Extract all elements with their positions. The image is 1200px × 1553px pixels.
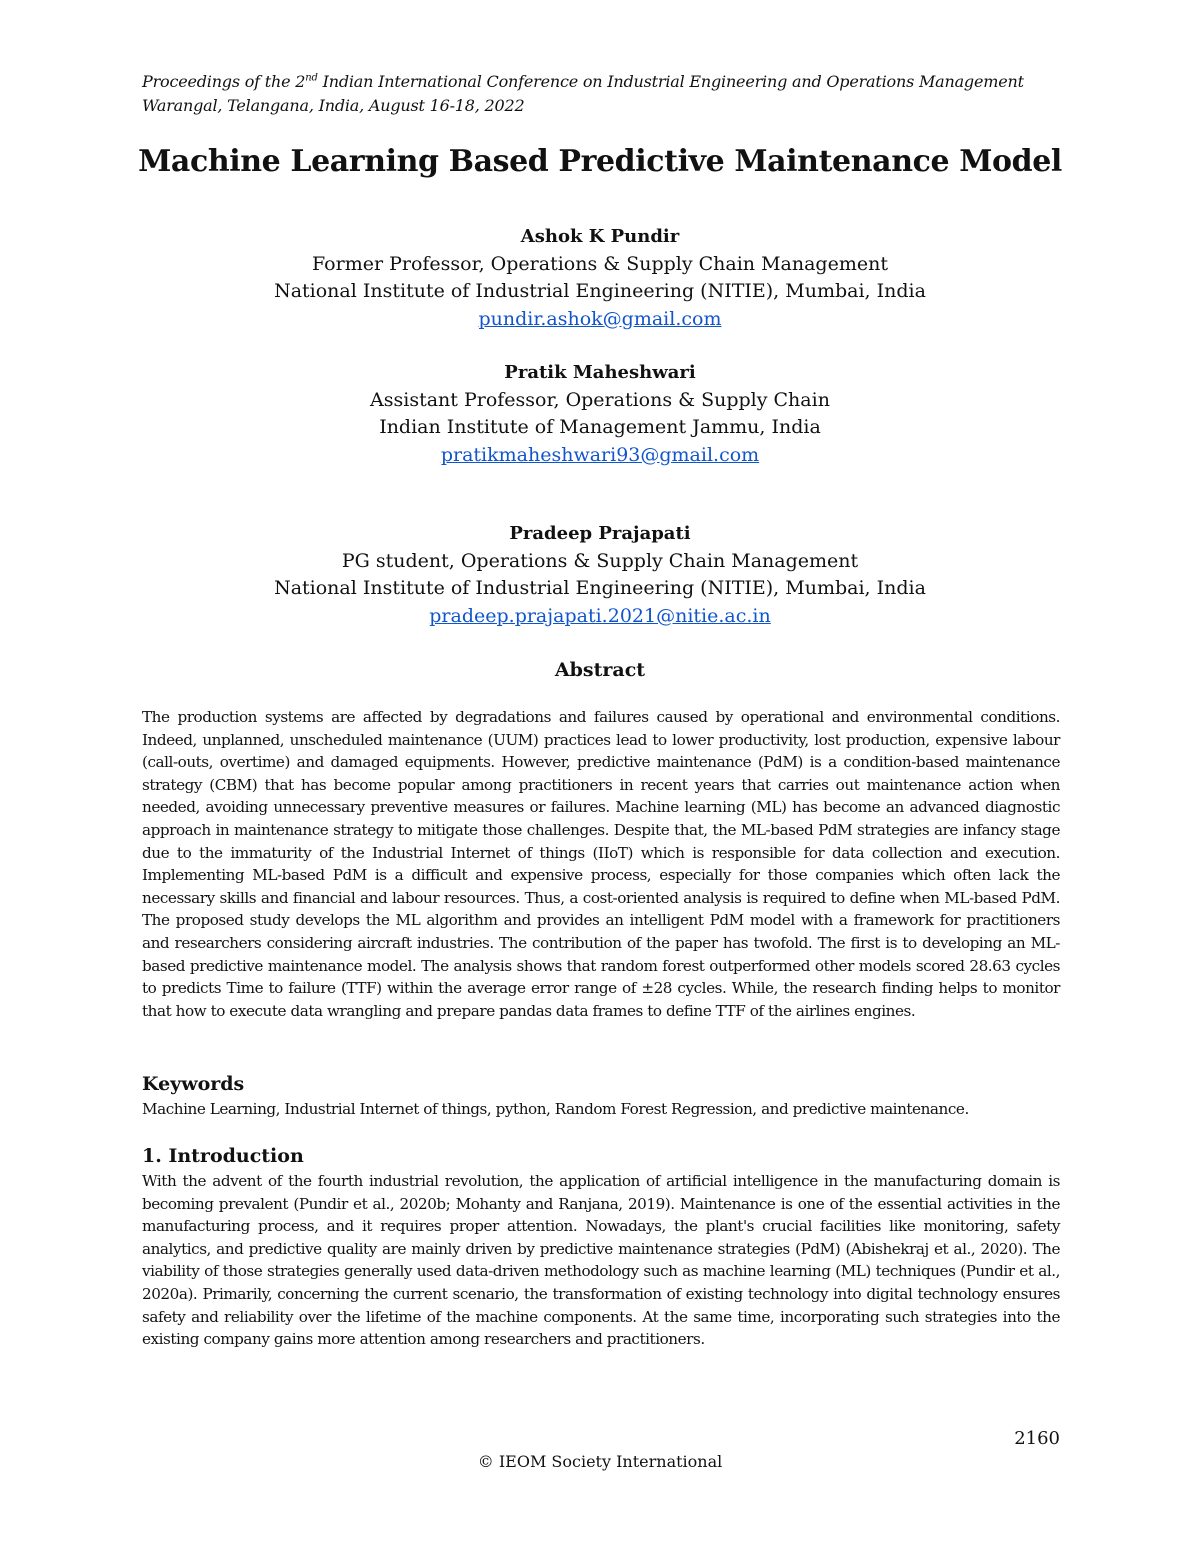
abstract-heading: Abstract — [554, 659, 646, 681]
author-block-2 — [0, 359, 1200, 469]
author-name: Pratik Maheshwari — [504, 362, 696, 383]
author-position: Former Professor, Operations & Supply Chain Management — [312, 252, 888, 275]
author-email-link[interactable]: pratikmaheshwari93@gmail.com — [440, 443, 760, 466]
author-block-3 — [0, 520, 1200, 630]
paper-title: Machine Learning Based Predictive Maintenance Model — [138, 144, 1062, 179]
conference-header-line2: Warangal, Telangana, India, August 16-18, 2022 — [142, 96, 525, 115]
author-position: PG student, Operations & Supply Chain Management — [341, 549, 859, 572]
keywords-text: Machine Learning, Industrial Internet of things, python, Random Forest Regression, and predictive maintenance. — [142, 1100, 969, 1118]
author-affiliation: National Institute of Industrial Engineering (NITIE), Mumbai, India — [274, 577, 926, 599]
author-email-link[interactable]: pundir.ashok@gmail.com — [478, 307, 722, 330]
author-name: Pradeep Prajapati — [509, 523, 691, 544]
introduction-text: With the advent of the fourth industrial revolution, the application of artificial intelligence in the manufacturing domain is becoming prevalent (Pundir et al., 2020b; Mohanty and Ranjana, 2019). Maintenance is one of the essential activities in the manufacturing process, and it requires proper attention. Nowadays, the plant's crucial facilities like monitoring, safety analytics, and predictive quality are mainly driven by predictive maintenance strategies (PdM) (Abishekraj et al., 2020). The viability of those strategies generally used data-driven methodology such as machine learning (ML) techniques (Pundir et al., 2020a). Primarily, concerning the current scenario, the transformation of existing technology into digital technology ensures safety and reliability over the lifetime of the machine components. At the same time, incorporating such strategies into the existing company gains more attention among researchers and practitioners. — [142, 1172, 1060, 1349]
author-affiliation: Indian Institute of Management Jammu, India — [379, 416, 821, 438]
author-email-link[interactable]: pradeep.prajapati.2021@nitie.ac.in — [429, 604, 771, 627]
author-affiliation: National Institute of Industrial Engineering (NITIE), Mumbai, India — [274, 280, 926, 302]
conference-header-line1: Proceedings of the 2nd Indian International Conference on Industrial Engineering and Operations Management — [142, 72, 1024, 91]
author-name: Ashok K Pundir — [520, 226, 680, 247]
author-position: Assistant Professor, Operations & Supply Chain — [370, 388, 830, 411]
abstract-text: The production systems are affected by degradations and failures caused by operational and environmental conditions. Indeed, unplanned, unscheduled maintenance (UUM) practices lead to lower productivity, lost production, expensive labour (call-outs, overtime) and damaged equipments. However, predictive maintenance (PdM) is a condition-based maintenance strategy (CBM) that has become popular among practitioners in recent years that carries out maintenance action when needed, avoiding unnecessary preventive measures or failures. Machine learning (ML) has become an advanced diagnostic approach in maintenance strategy to mitigate those challenges. Despite that, the ML-based PdM strategies are infancy stage due to the immaturity of the Industrial Internet of things (IIoT) which is responsible for data collection and execution. Implementing ML-based PdM is a difficult and expensive process, especially for those companies which often lack the necessary skills and financial and labour resources. Thus, a cost-oriented analysis is required to define when ML-based PdM. The proposed study develops the ML algorithm and provides an intelligent PdM model with a framework for practitioners and researchers considering aircraft industries. The contribution of the paper has twofold. The first is to developing an ML-based predictive maintenance model. The analysis shows that random forest outperformed other models scored 28.63 cycles to predicts Time to failure (TTF) within the average error range of ±28 cycles. While, the research finding helps to monitor that how to execute data wrangling and prepare pandas data frames to define TTF of the airlines engines. — [142, 708, 1060, 1020]
conference-header — [142, 70, 1062, 118]
page-number: 2160 — [1014, 1428, 1060, 1449]
introduction-heading: 1. Introduction — [142, 1145, 304, 1167]
keywords-heading: Keywords — [142, 1073, 245, 1095]
author-block-1 — [0, 223, 1200, 333]
copyright-footer: © IEOM Society International — [477, 1452, 723, 1471]
